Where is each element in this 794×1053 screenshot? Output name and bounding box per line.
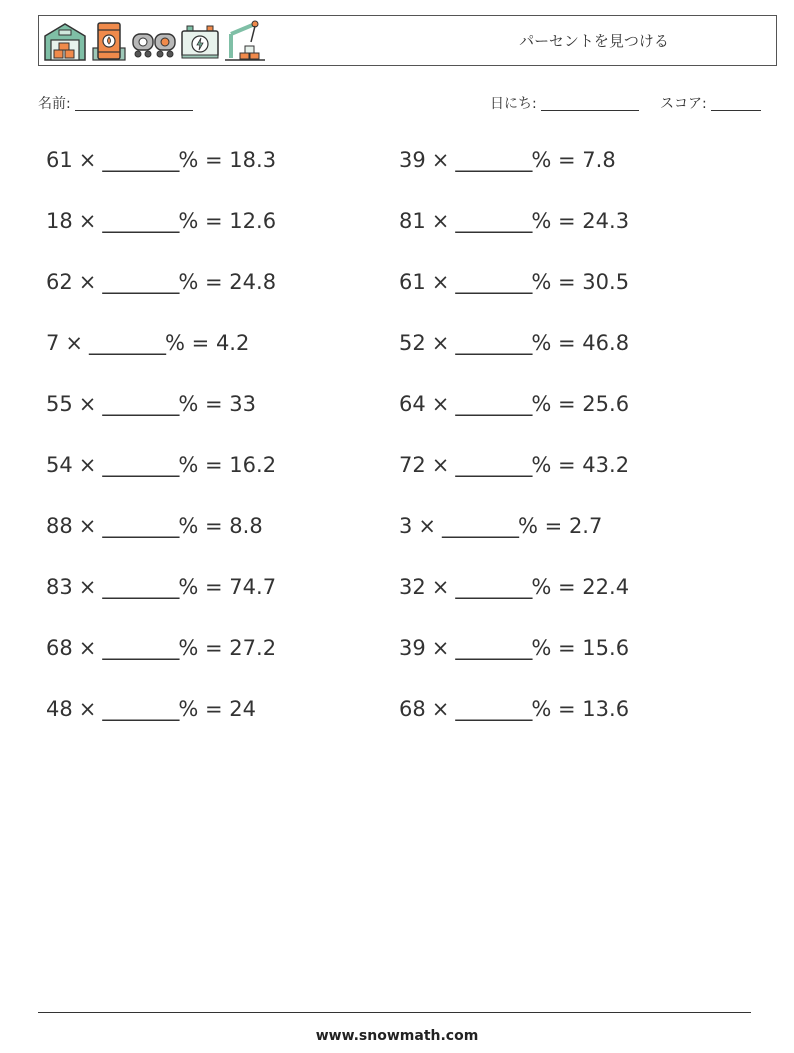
problem-left-10 <box>46 697 256 721</box>
problem-result: 25.6 <box>582 392 630 416</box>
percent-sign: % <box>178 270 199 294</box>
problem-operand: 39 <box>399 636 426 660</box>
percent-sign: % <box>178 514 199 538</box>
problem-left-1 <box>46 148 276 172</box>
footer-divider <box>38 1012 751 1013</box>
name-line[interactable] <box>75 96 193 111</box>
problem-right-3 <box>399 270 629 294</box>
percent-sign: % <box>531 270 552 294</box>
problem-left-5 <box>46 392 256 416</box>
answer-blank[interactable]: ________ <box>455 148 532 172</box>
percent-sign: % <box>178 392 199 416</box>
answer-blank[interactable]: ________ <box>102 453 179 477</box>
problem-result: 12.6 <box>229 209 277 233</box>
equals-sign: = <box>205 453 223 477</box>
equals-sign: = <box>558 392 576 416</box>
problem-left-9 <box>46 636 276 660</box>
equals-sign: = <box>205 392 223 416</box>
equals-sign: = <box>558 697 576 721</box>
problem-result: 24.8 <box>229 270 277 294</box>
problem-result: 13.6 <box>582 697 630 721</box>
problem-result: 22.4 <box>582 575 630 599</box>
problem-operand: 7 <box>46 331 60 355</box>
times-symbol: × <box>78 209 97 233</box>
percent-sign: % <box>531 392 552 416</box>
answer-blank[interactable]: ________ <box>102 697 179 721</box>
percent-sign: % <box>531 331 552 355</box>
times-symbol: × <box>431 209 450 233</box>
problem-operand: 68 <box>46 636 73 660</box>
date-label: 日にち: <box>490 96 537 112</box>
problem-left-4 <box>46 331 249 355</box>
score-label: スコア: <box>660 96 707 112</box>
answer-blank[interactable]: ________ <box>102 514 179 538</box>
date-field[interactable] <box>490 93 639 113</box>
percent-sign: % <box>531 209 552 233</box>
answer-blank[interactable]: ________ <box>102 392 179 416</box>
problem-operand: 62 <box>46 270 73 294</box>
times-symbol: × <box>431 636 450 660</box>
problem-right-5 <box>399 392 629 416</box>
problem-right-8 <box>399 575 629 599</box>
equals-sign: = <box>205 209 223 233</box>
times-symbol: × <box>78 697 97 721</box>
problem-left-3 <box>46 270 276 294</box>
equals-sign: = <box>205 636 223 660</box>
equals-sign: = <box>205 514 223 538</box>
times-symbol: × <box>431 392 450 416</box>
oil-barrel-icon <box>89 20 129 62</box>
equals-sign: = <box>205 270 223 294</box>
problem-operand: 39 <box>399 148 426 172</box>
header-icons <box>43 19 267 63</box>
percent-sign: % <box>517 514 538 538</box>
problem-result: 24 <box>229 697 257 721</box>
equals-sign: = <box>558 148 576 172</box>
percent-sign: % <box>178 575 199 599</box>
warehouse-icon <box>43 20 87 62</box>
problem-operand: 55 <box>46 392 73 416</box>
footer-url: www.snowmath.com <box>315 1028 479 1044</box>
problem-right-4 <box>399 331 629 355</box>
answer-blank[interactable]: ________ <box>455 209 532 233</box>
problem-operand: 61 <box>46 148 73 172</box>
percent-sign: % <box>178 697 199 721</box>
problem-operand: 48 <box>46 697 73 721</box>
answer-blank[interactable]: ________ <box>455 331 532 355</box>
tanker-train-icon <box>131 20 177 62</box>
crane-icon <box>223 20 267 62</box>
answer-blank[interactable]: ________ <box>102 148 179 172</box>
problem-left-8 <box>46 575 276 599</box>
problem-result: 15.6 <box>582 636 630 660</box>
percent-sign: % <box>178 636 199 660</box>
times-symbol: × <box>431 270 450 294</box>
problem-result: 16.2 <box>229 453 277 477</box>
answer-blank[interactable]: ________ <box>455 575 532 599</box>
percent-sign: % <box>178 209 199 233</box>
problem-left-7 <box>46 514 263 538</box>
problem-left-6 <box>46 453 276 477</box>
answer-blank[interactable]: ________ <box>102 636 179 660</box>
problem-operand: 81 <box>399 209 426 233</box>
equals-sign: = <box>558 453 576 477</box>
problem-result: 4.2 <box>215 331 250 355</box>
answer-blank[interactable]: ________ <box>455 392 532 416</box>
problem-result: 7.8 <box>582 148 616 172</box>
problem-result: 74.7 <box>229 575 277 599</box>
battery-icon <box>179 20 221 62</box>
times-symbol: × <box>431 697 450 721</box>
score-line[interactable] <box>711 96 761 111</box>
percent-sign: % <box>178 453 199 477</box>
percent-sign: % <box>531 453 552 477</box>
problem-operand: 72 <box>399 453 426 477</box>
equals-sign: = <box>558 270 576 294</box>
problem-operand: 3 <box>399 514 413 538</box>
percent-sign: % <box>178 148 199 172</box>
problem-right-1 <box>399 148 616 172</box>
problem-right-6 <box>399 453 629 477</box>
equals-sign: = <box>558 209 576 233</box>
worksheet-title: パーセントを見つける <box>519 32 669 50</box>
problem-result: 46.8 <box>582 331 630 355</box>
percent-sign: % <box>164 331 185 355</box>
problem-result: 8.8 <box>229 514 263 538</box>
times-symbol: × <box>431 148 450 172</box>
times-symbol: × <box>78 270 97 294</box>
answer-blank[interactable]: ________ <box>102 270 179 294</box>
times-symbol: × <box>78 636 97 660</box>
problem-operand: 18 <box>46 209 73 233</box>
percent-sign: % <box>531 636 552 660</box>
score-field[interactable] <box>660 93 761 113</box>
problem-result: 43.2 <box>582 453 630 477</box>
problem-result: 33 <box>229 392 257 416</box>
times-symbol: × <box>78 575 97 599</box>
name-field[interactable] <box>38 93 193 113</box>
equals-sign: = <box>205 575 223 599</box>
answer-blank[interactable]: ________ <box>455 453 532 477</box>
problem-right-2 <box>399 209 629 233</box>
times-symbol: × <box>78 148 97 172</box>
times-symbol: × <box>78 392 97 416</box>
problem-operand: 61 <box>399 270 426 294</box>
equals-sign: = <box>205 148 223 172</box>
date-line[interactable] <box>541 96 639 111</box>
problem-operand: 32 <box>399 575 426 599</box>
problem-result: 18.3 <box>229 148 277 172</box>
problem-operand: 64 <box>399 392 426 416</box>
times-symbol: × <box>431 575 450 599</box>
answer-blank[interactable]: ________ <box>455 636 532 660</box>
times-symbol: × <box>418 514 436 538</box>
problem-operand: 83 <box>46 575 73 599</box>
problem-result: 2.7 <box>568 514 603 538</box>
answer-blank[interactable]: ________ <box>455 697 532 721</box>
percent-sign: % <box>531 697 552 721</box>
answer-blank[interactable]: ________ <box>102 575 179 599</box>
equals-sign: = <box>558 331 576 355</box>
worksheet-header <box>38 15 777 66</box>
answer-blank[interactable]: ________ <box>88 331 165 355</box>
answer-blank[interactable]: ________ <box>102 209 179 233</box>
equals-sign: = <box>191 331 210 355</box>
problem-right-9 <box>399 636 629 660</box>
answer-blank[interactable]: ________ <box>441 514 518 538</box>
equals-sign: = <box>544 514 563 538</box>
equals-sign: = <box>558 575 576 599</box>
problem-operand: 68 <box>399 697 426 721</box>
equals-sign: = <box>205 697 223 721</box>
problem-operand: 88 <box>46 514 73 538</box>
problem-operand: 54 <box>46 453 73 477</box>
problem-right-10 <box>399 697 629 721</box>
problem-result: 27.2 <box>229 636 277 660</box>
times-symbol: × <box>431 453 450 477</box>
problem-result: 30.5 <box>582 270 630 294</box>
times-symbol: × <box>78 453 97 477</box>
problem-operand: 52 <box>399 331 426 355</box>
problem-right-7 <box>399 514 602 538</box>
name-label: 名前: <box>38 96 71 112</box>
problem-left-2 <box>46 209 276 233</box>
times-symbol: × <box>65 331 83 355</box>
times-symbol: × <box>78 514 97 538</box>
percent-sign: % <box>531 575 552 599</box>
answer-blank[interactable]: ________ <box>455 270 532 294</box>
equals-sign: = <box>558 636 576 660</box>
percent-sign: % <box>531 148 552 172</box>
problem-result: 24.3 <box>582 209 630 233</box>
times-symbol: × <box>431 331 450 355</box>
